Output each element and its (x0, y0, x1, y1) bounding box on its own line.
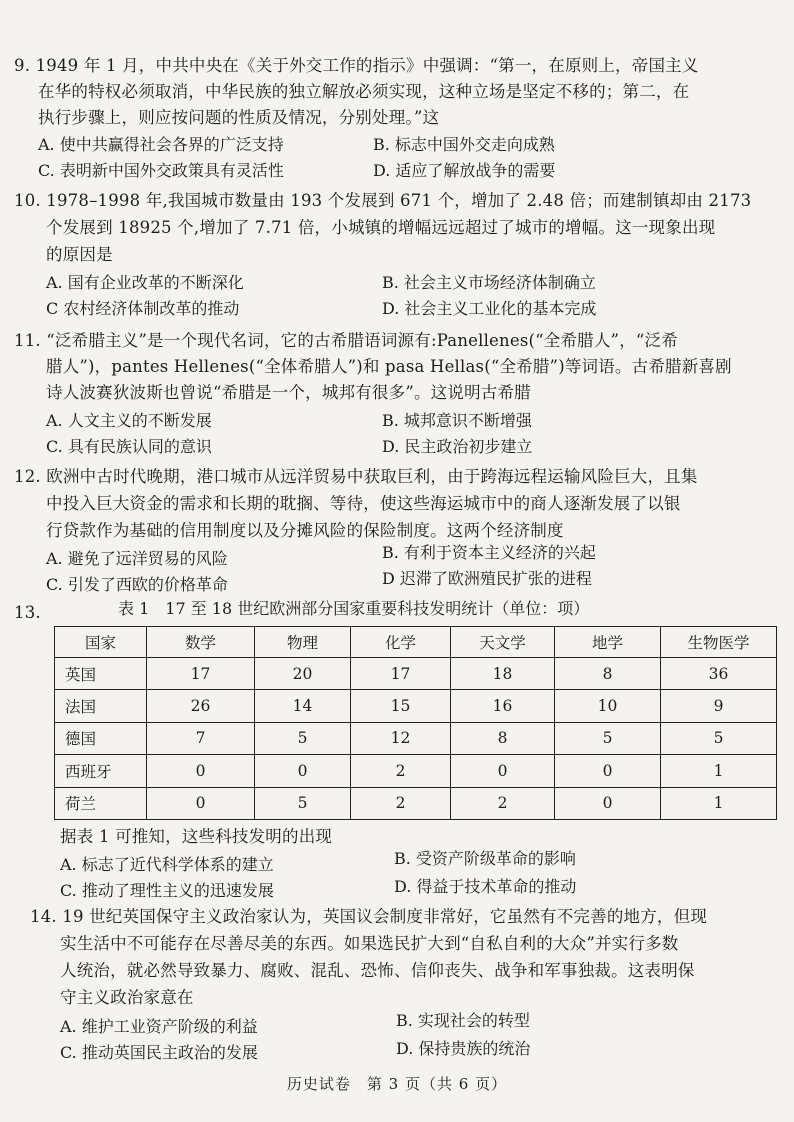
table-cell: 德国 (55, 722, 147, 754)
table-cell: 5 (661, 722, 777, 754)
table-cell: 26 (147, 690, 255, 722)
question-9-option-d[interactable]: D. 适应了解放战争的需要 (373, 161, 556, 180)
table-cell: 10 (555, 690, 661, 722)
question-12-line-2: 中投入巨大资金的需求和长期的耽搁、等待，使这些海运城市中的商人逐渐发展了以银 (46, 494, 681, 513)
question-14-option-d[interactable]: D. 保持贵族的统治 (396, 1039, 531, 1058)
table-row (55, 658, 777, 690)
question-12-line-3: 行贷款作为基础的信用制度以及分摊风险的保险制度。这两个经济制度 (46, 521, 564, 540)
question-11-line-3: 诗人波赛狄波斯也曾说“希腊是一个，城邦有很多”。这说明古希腊 (46, 383, 531, 402)
question-11-option-b[interactable]: B. 城邦意识不断增强 (382, 411, 532, 430)
question-9-line-1: 9. 1949 年 1 月，中共中央在《关于外交工作的指示》中强调：“第一，在原则上，帝国主义 (14, 56, 699, 75)
table-cell: 2 (351, 787, 451, 819)
question-10-line-2: 个发展到 18925 个,增加了 7.71 倍，小城镇的增幅远远超过了城市的增幅。这一现象出现 (46, 218, 716, 237)
table-cell: 16 (451, 690, 555, 722)
question-13-option-b[interactable]: B. 受资产阶级革命的影响 (394, 849, 576, 868)
table-cell: 18 (451, 658, 555, 690)
question-9-option-a[interactable]: A. 使中共赢得社会各界的广泛支持 (38, 135, 284, 154)
table-row (55, 787, 777, 819)
table-cell: 0 (255, 755, 351, 787)
header-physics: 物理 (255, 627, 351, 658)
header-biomedicine: 生物医学 (661, 627, 777, 658)
question-14-line-4: 守主义政治家意在 (60, 988, 194, 1007)
header-chemistry: 化学 (351, 627, 451, 658)
table-cell: 8 (451, 722, 555, 754)
question-11-option-d[interactable]: D. 民主政治初步建立 (382, 437, 533, 456)
table-cell: 9 (661, 690, 777, 722)
question-12-option-d[interactable]: D 迟滞了欧洲殖民扩张的进程 (382, 569, 592, 588)
table-cell: 14 (255, 690, 351, 722)
table-cell: 荷兰 (55, 787, 147, 819)
table-cell: 0 (555, 755, 661, 787)
table-cell: 36 (661, 658, 777, 690)
table-cell: 5 (555, 722, 661, 754)
table-cell: 2 (351, 755, 451, 787)
table-cell: 1 (661, 787, 777, 819)
question-9-line-3: 执行步骤上，则应按问题的性质及情况，分别处理。”这 (38, 108, 440, 127)
question-13-number: 13. (14, 603, 41, 622)
table-cell: 17 (147, 658, 255, 690)
question-9-option-b[interactable]: B. 标志中国外交走向成熟 (373, 135, 555, 154)
question-10-line-3: 的原因是 (46, 245, 113, 264)
table-cell: 12 (351, 722, 451, 754)
question-10-option-b[interactable]: B. 社会主义市场经济体制确立 (382, 273, 596, 292)
question-12-option-c[interactable]: C. 引发了西欧的价格革命 (46, 575, 228, 594)
question-9-line-2: 在华的特权必须取消，中华民族的独立解放必须实现，这种立场是坚定不移的；第二，在 (38, 82, 690, 101)
question-11-option-a[interactable]: A. 人文主义的不断发展 (46, 411, 212, 430)
question-13-option-a[interactable]: A. 标志了近代科学体系的建立 (60, 855, 274, 874)
table-cell: 17 (351, 658, 451, 690)
table-cell: 0 (451, 755, 555, 787)
question-12-option-b[interactable]: B. 有利于资本主义经济的兴起 (382, 543, 596, 562)
question-9-option-c[interactable]: C. 表明新中国外交政策具有灵活性 (38, 161, 284, 180)
table-title: 表 1 17 至 18 世纪欧洲部分国家重要科技发明统计（单位：项） (118, 599, 590, 618)
table-cell: 5 (255, 787, 351, 819)
table-cell: 5 (255, 722, 351, 754)
header-math: 数学 (147, 627, 255, 658)
header-country: 国家 (55, 627, 147, 658)
table-cell: 法国 (55, 690, 147, 722)
table-cell: 7 (147, 722, 255, 754)
table-cell: 0 (147, 755, 255, 787)
question-14-line-3: 人统治，就必然导致暴力、腐败、混乱、恐怖、信仰丧失、战争和军事独裁。这表明保 (60, 961, 695, 980)
question-14-line-2: 实生活中不可能存在尽善尽美的东西。如果选民扩大到“自私自利的大众”并实行多数 (60, 934, 679, 953)
question-11-option-c[interactable]: C. 具有民族认同的意识 (46, 437, 212, 456)
question-13-option-d[interactable]: D. 得益于技术革命的推动 (394, 877, 577, 896)
question-10-option-d[interactable]: D. 社会主义工业化的基本完成 (382, 299, 597, 318)
table-cell: 0 (147, 787, 255, 819)
table-cell: 0 (555, 787, 661, 819)
header-geoscience: 地学 (555, 627, 661, 658)
question-12-line-1: 12. 欧洲中古时代晚期，港口城市从远洋贸易中获取巨利，由于跨海远程运输风险巨大，且集 (14, 467, 698, 486)
table-cell: 1 (661, 755, 777, 787)
question-14-option-b[interactable]: B. 实现社会的转型 (396, 1011, 530, 1030)
question-11-line-2: 腊人”)，pantes Hellenes(“全体希腊人”)和 pasa Hellas(“全希腊”)等词语。古希腊新喜剧 (46, 357, 732, 376)
table-row (55, 722, 777, 754)
page-footer: 历史试卷 第 3 页（共 6 页） (286, 1075, 508, 1093)
question-13-option-c[interactable]: C. 推动了理性主义的迅速发展 (60, 881, 274, 900)
table-cell: 8 (555, 658, 661, 690)
table-cell: 20 (255, 658, 351, 690)
header-astronomy: 天文学 (451, 627, 555, 658)
table-cell: 英国 (55, 658, 147, 690)
question-10-option-c[interactable]: C 农村经济体制改革的推动 (46, 299, 240, 318)
table-cell: 西班牙 (55, 755, 147, 787)
table-row (55, 755, 777, 787)
question-14-option-c[interactable]: C. 推动英国民主政治的发展 (60, 1043, 258, 1062)
table-header-row (55, 627, 777, 658)
question-14-line-1: 14. 19 世纪英国保守主义政治家认为，英国议会制度非常好，它虽然有不完善的地方，但现 (30, 907, 708, 926)
question-13-stem: 据表 1 可推知，这些科技发明的出现 (60, 827, 333, 846)
invention-statistics-table (54, 626, 777, 820)
table-cell: 15 (351, 690, 451, 722)
question-10-line-1: 10. 1978–1998 年,我国城市数量由 193 个发展到 671 个，增加了 2.48 倍；而建制镇却由 2173 (14, 191, 752, 210)
table-cell: 2 (451, 787, 555, 819)
question-10-option-a[interactable]: A. 国有企业改革的不断深化 (46, 273, 244, 292)
question-11-line-1: 11. “泛希腊主义”是一个现代名词，它的古希腊语词源有:Panellenes(“全希腊人”，“泛希 (14, 331, 678, 350)
table-row (55, 690, 777, 722)
question-14-option-a[interactable]: A. 维护工业资产阶级的利益 (60, 1017, 258, 1036)
question-12-option-a[interactable]: A. 避免了远洋贸易的风险 (46, 549, 228, 568)
